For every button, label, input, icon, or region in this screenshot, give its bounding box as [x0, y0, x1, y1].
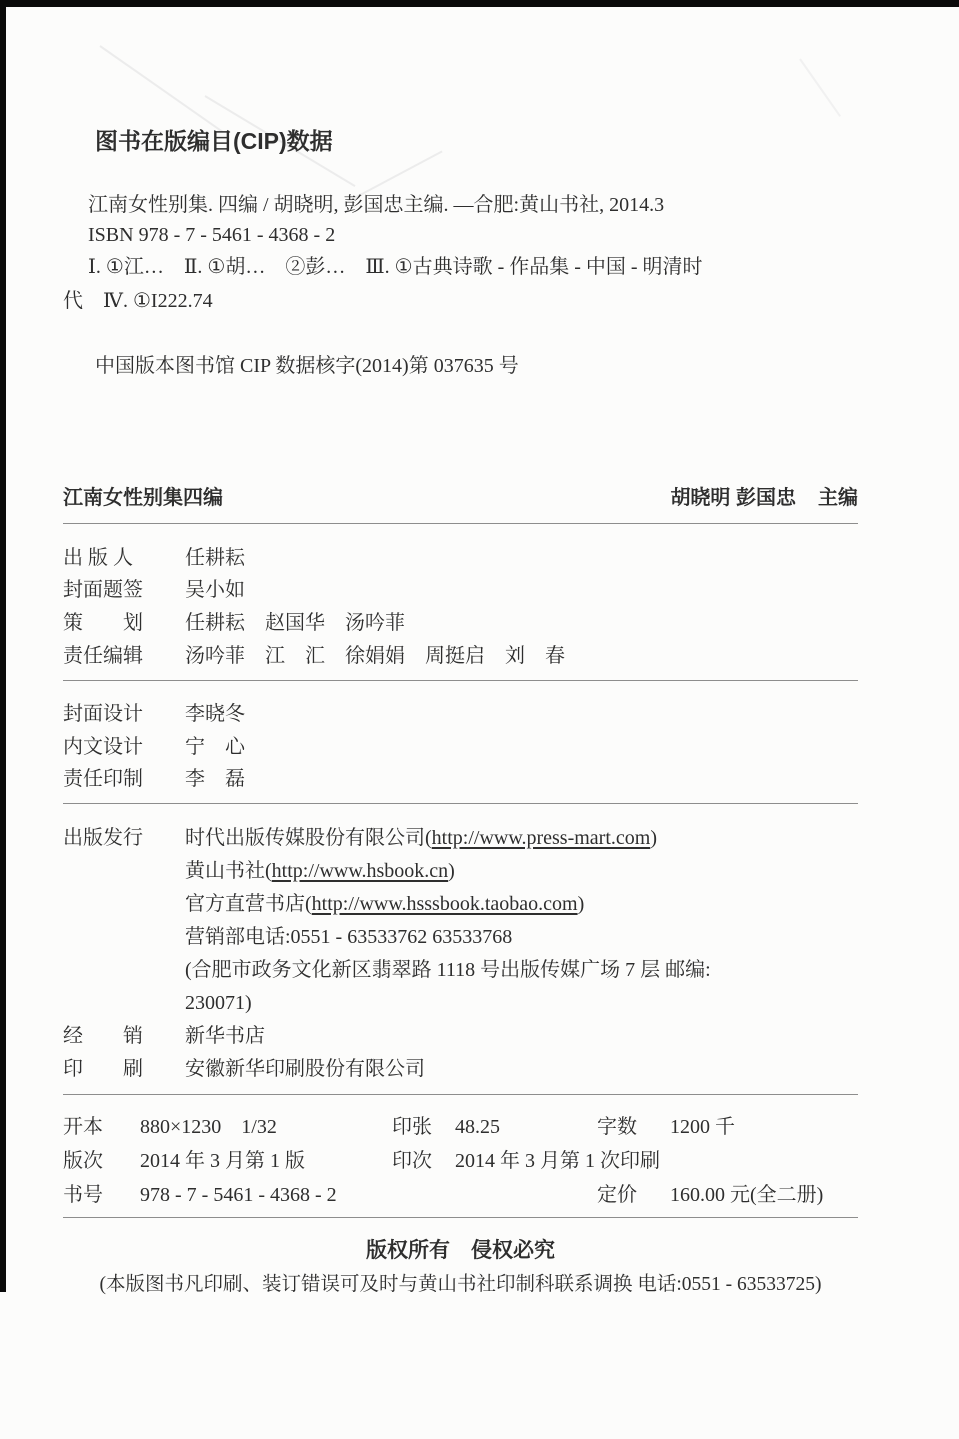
- design-label: 封面设计: [63, 703, 143, 725]
- chief-editors: [670, 485, 858, 511]
- divider: [63, 523, 858, 524]
- printing-label: 印 刷: [63, 1058, 143, 1080]
- divider: [63, 680, 858, 681]
- isbn-value: 978 - 7 - 5461 - 4368 - 2: [140, 1184, 337, 1206]
- divider: [63, 803, 858, 804]
- paper-crease: [99, 45, 223, 133]
- design-row: [63, 701, 858, 727]
- design-value: 李晓冬: [185, 703, 245, 725]
- price-value: 160.00 元(全二册): [670, 1184, 824, 1206]
- edition-value: 2014 年 3 月第 1 版: [140, 1150, 305, 1172]
- publisher-text: ): [448, 860, 455, 882]
- press-mart-url: http://www.press-mart.com: [431, 827, 651, 849]
- paper-crease: [799, 58, 841, 116]
- staff-value: 汤吟菲 江 汇 徐娟娟 周挺启 刘 春: [185, 645, 565, 667]
- taobao-store-url: http://www.hsssbook.taobao.com: [311, 893, 578, 915]
- publisher-line: [185, 825, 657, 851]
- printing-value: 安徽新华印刷股份有限公司: [185, 1058, 425, 1080]
- cip-classification-line-2: 代 Ⅳ. ①I222.74: [63, 290, 213, 312]
- exchange-contact-note: (本版图书凡印刷、装订错误可及时与黄山书社印制科联系调换 电话:0551 - 63533725): [99, 1274, 822, 1295]
- isbn-label: 书号: [63, 1184, 103, 1206]
- editor-role: 主编: [818, 487, 858, 509]
- specs-row: [63, 1148, 858, 1174]
- cip-record-number: 中国版本图书馆 CIP 数据核字(2014)第 037635 号: [95, 355, 519, 377]
- distribution-label: 经 销: [63, 1025, 143, 1047]
- impression-value: 2014 年 3 月第 1 次印刷: [455, 1150, 660, 1172]
- marketing-phone: 营销部电话:0551 - 63533762 63533768: [185, 926, 513, 948]
- printing-row: [63, 1056, 858, 1082]
- wordcount-label: 字数: [597, 1116, 637, 1138]
- cip-title-line: 江南女性别集. 四编 / 胡晓明, 彭国忠主编. —合肥:黄山书社, 2014.3: [88, 194, 665, 216]
- publisher-line: [185, 891, 584, 917]
- publisher-address-line-1: (合肥市政务文化新区翡翠路 1118 号出版传媒广场 7 层 邮编:: [185, 959, 711, 981]
- format-label: 开本: [63, 1116, 103, 1138]
- cip-isbn-line: ISBN 978 - 7 - 5461 - 4368 - 2: [88, 224, 336, 246]
- distribution-value: 新华书店: [185, 1025, 265, 1047]
- publisher-text: 官方直营书店(: [185, 893, 312, 915]
- design-label: 内文设计: [63, 736, 143, 758]
- staff-label: 责任编辑: [63, 645, 143, 667]
- staff-row: [63, 545, 858, 571]
- wordcount-value: 1200 千: [670, 1116, 735, 1138]
- design-row: [63, 734, 858, 760]
- publisher-text: ): [577, 893, 585, 915]
- format-value: 880×1230 1/32: [140, 1116, 277, 1138]
- cip-heading: 图书在版编目(CIP)数据: [95, 128, 333, 154]
- impression-label: 印次: [392, 1150, 432, 1172]
- staff-row: [63, 643, 858, 669]
- publisher-label: 出版发行: [63, 827, 143, 849]
- publisher-text: ): [650, 827, 658, 849]
- staff-row: [63, 577, 858, 603]
- publisher-text: 黄山书社(: [185, 860, 272, 882]
- design-value: 宁 心: [185, 736, 245, 758]
- book-title: 江南女性别集四编: [63, 487, 223, 509]
- publisher-text: 时代出版传媒股份有限公司(: [185, 827, 432, 849]
- cip-classification-line-1: Ⅰ. ①江… Ⅱ. ①胡… ②彭… Ⅲ. ①古典诗歌 - 作品集 - 中国 - 明清时: [88, 256, 703, 278]
- publisher-line: [185, 858, 455, 884]
- edition-label: 版次: [63, 1150, 103, 1172]
- design-label: 责任印制: [63, 768, 143, 790]
- design-value: 李 磊: [185, 768, 245, 790]
- staff-value: 吴小如: [185, 579, 245, 601]
- scan-edge-top: [0, 0, 959, 7]
- specs-row: [63, 1182, 858, 1208]
- copyright-notice: 版权所有 侵权必究: [366, 1239, 555, 1262]
- staff-label: 封面题签: [63, 579, 143, 601]
- price-label: 定价: [597, 1184, 637, 1206]
- staff-label: 出 版 人: [63, 547, 133, 569]
- design-row: [63, 766, 858, 792]
- hsbook-url: http://www.hsbook.cn: [271, 860, 449, 882]
- specs-row: [63, 1114, 858, 1140]
- sheets-label: 印张: [392, 1116, 432, 1138]
- staff-value: 任耕耘 赵国华 汤吟菲: [185, 612, 405, 634]
- staff-value: 任耕耘: [185, 547, 245, 569]
- staff-row: [63, 610, 858, 636]
- distribution-row: [63, 1023, 858, 1049]
- staff-label: 策 划: [63, 612, 143, 634]
- divider: [63, 1094, 858, 1095]
- sheets-value: 48.25: [455, 1116, 500, 1138]
- publisher-address-line-2: 230071): [185, 992, 252, 1014]
- scan-edge-left: [0, 0, 6, 1292]
- divider: [63, 1217, 858, 1218]
- editor-names: 胡晓明 彭国忠: [670, 487, 796, 509]
